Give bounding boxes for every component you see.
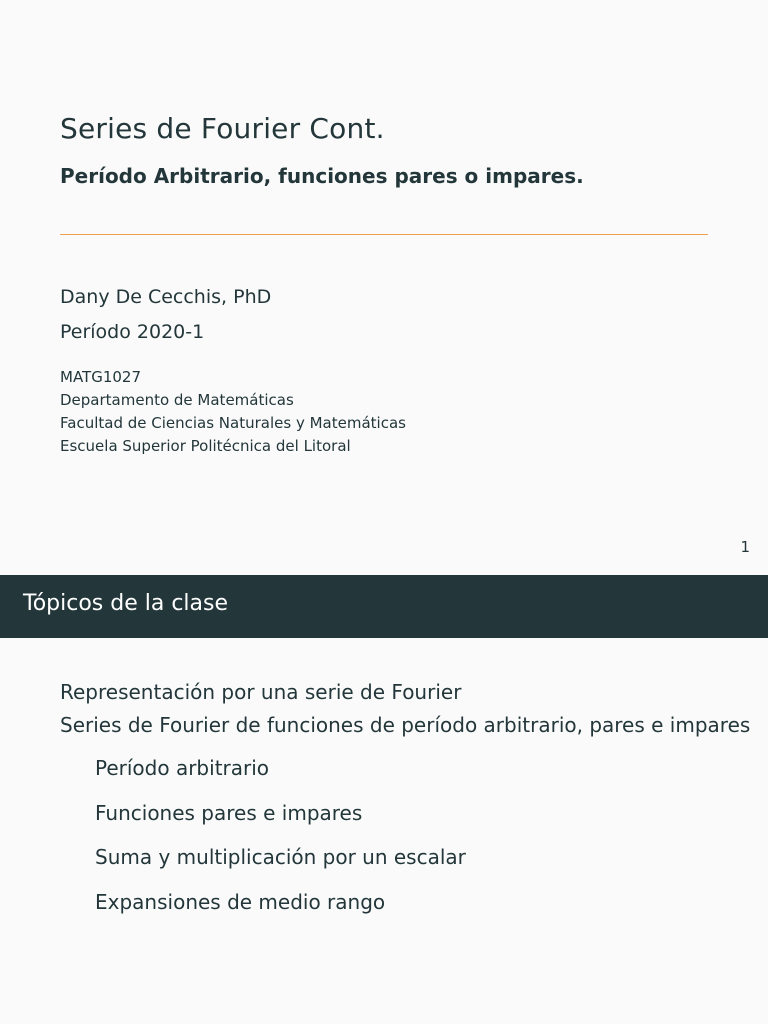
toc-section-2-label[interactable]: Series de Fourier de funciones de período arbitrario, pares e impares <box>60 713 751 737</box>
toc-subsection-suma-multiplicacion[interactable]: Suma y multiplicación por un escalar <box>95 845 466 869</box>
toc-slide <box>0 575 768 1024</box>
table-of-contents <box>60 676 750 924</box>
page-number: 1 <box>740 538 750 556</box>
faculty: Facultad de Ciencias Naturales y Matemáticas <box>60 414 406 432</box>
toc-section-2 <box>60 709 750 924</box>
slide-title: Series de Fourier Cont. <box>60 112 385 145</box>
toc-subsection-list <box>60 746 750 924</box>
toc-subsection-expansiones-medio-rango[interactable]: Expansiones de medio rango <box>95 889 386 914</box>
frame-title-bar <box>0 575 768 638</box>
toc-section-1[interactable]: Representación por una serie de Fourier <box>60 680 462 704</box>
frame-title: Tópicos de la clase <box>23 591 229 616</box>
slide-subtitle: Período Arbitrario, funciones pares o impares. <box>60 164 584 188</box>
toc-subsection-funciones-pares-impares[interactable]: Funciones pares e impares <box>95 800 363 825</box>
date: Período 2020-1 <box>60 321 205 343</box>
course-code: MATG1027 <box>60 368 141 386</box>
institute-block <box>60 366 406 458</box>
author: Dany De Cecchis, PhD <box>60 286 272 308</box>
toc-subsection-periodo-arbitrario[interactable]: Período arbitrario <box>95 756 270 780</box>
title-divider <box>60 234 708 235</box>
department: Departamento de Matemáticas <box>60 391 294 409</box>
university: Escuela Superior Politécnica del Litoral <box>60 437 351 455</box>
